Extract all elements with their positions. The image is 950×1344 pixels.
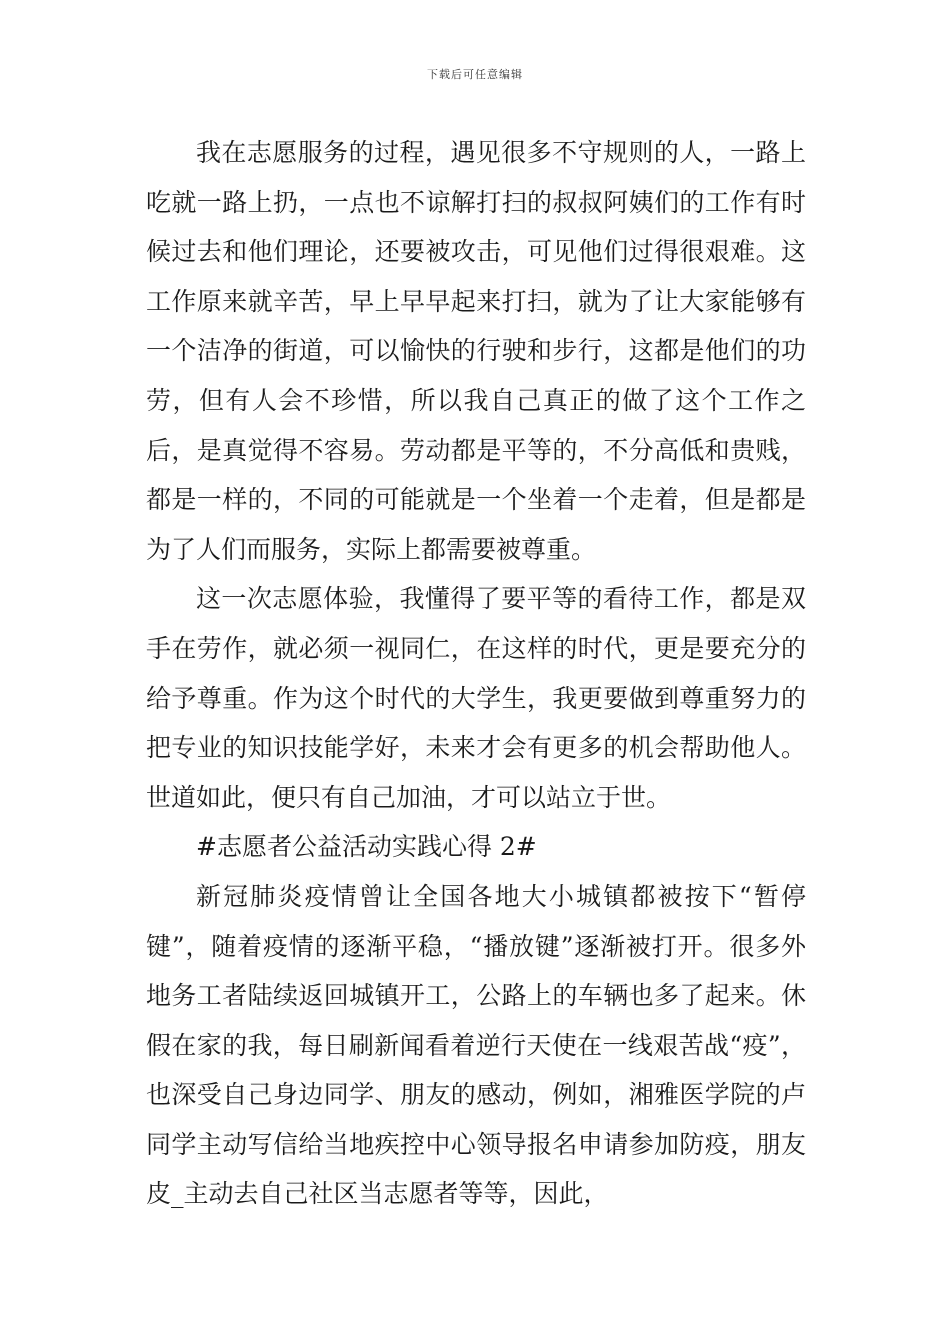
paragraph-2: 这一次志愿体验，我懂得了要平等的看待工作，都是双手在劳作，就必须一视同仁，在这样的时代，更是要充分的给予尊重。作为这个时代的大学生，我更要做到尊重努力的把专业的知识技能学好，未来才会有更多的机会帮助他人。世道如此，便只有自己加油，才可以站立于世。: [146, 584, 806, 812]
paragraph-1: 我在志愿服务的过程，遇见很多不守规则的人，一路上吃就一路上扔，一点也不谅解打扫的叔叔阿姨们的工作有时候过去和他们理论，还要被攻击，可见他们过得很艰难。这工作原来就辛苦，早上早早起来打扫，就为了让大家能够有一个洁净的街道，可以愉快的行驶和步行，这都是他们的功劳，但有人会不珍惜，所以我自己真正的做了这个工作之后，是真觉得不容易。劳动都是平等的，不分高低和贵贱，都是一样的，不同的可能就是一个坐着一个走着，但是都是为了人们而服务，实际上都需要被尊重。: [146, 138, 806, 564]
paragraph-3: 新冠肺炎疫情曾让全国各地大小城镇都被按下“暂停键”，随着疫情的逐渐平稳，“播放键”逐渐被打开。很多外地务工者陆续返回城镇开工，公路上的车辆也多了起来。休假在家的我，每日刷新闻看着逆行天使在一线艰苦战“疫”，也深受自己身边同学、朋友的感动，例如，湘雅医学院的卢同学主动写信给当地疾控中心领导报名申请参加防疫，朋友皮_主动去自己社区当志愿者等等，因此，: [146, 881, 806, 1209]
document-body: [146, 128, 806, 1219]
page-header-note: 下载后可任意编辑: [427, 68, 523, 81]
section-heading: #志愿者公益活动实践心得 2#: [196, 832, 537, 862]
